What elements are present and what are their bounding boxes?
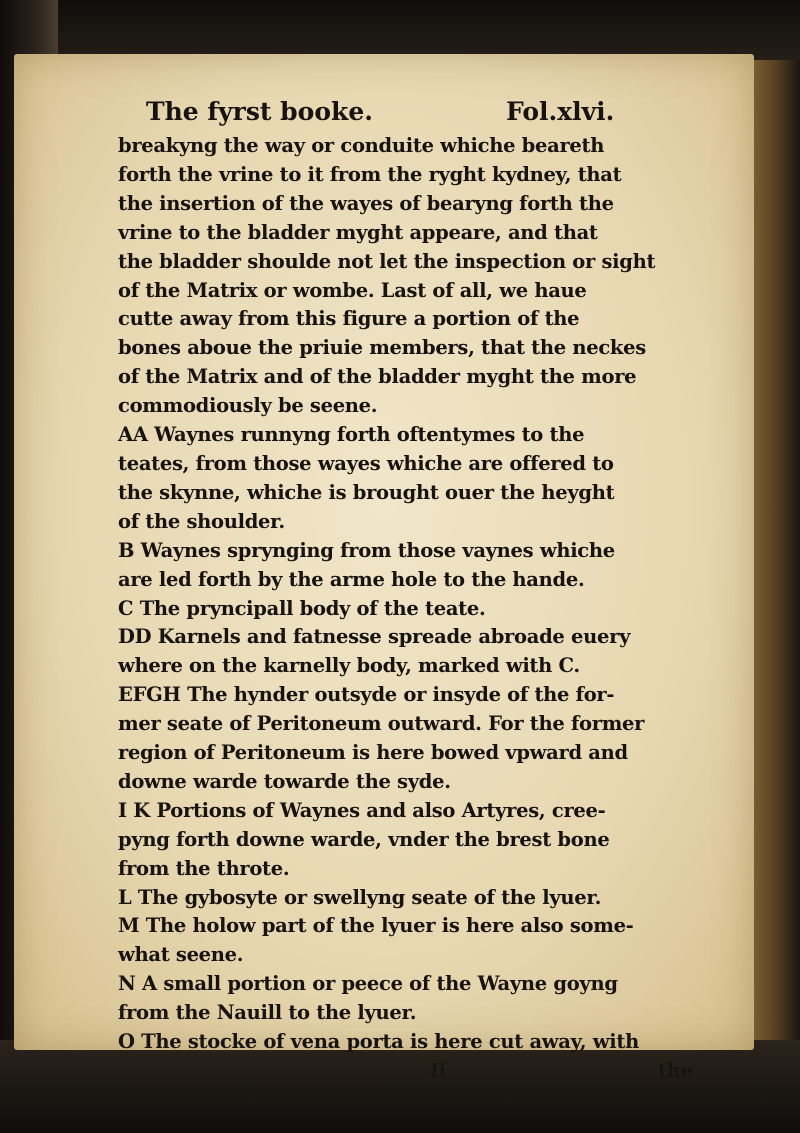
text-line: the skynne, whiche is brought ouer the heyght [118, 480, 615, 504]
text-line: region of Peritoneum is here bowed vpward and [118, 741, 628, 765]
text-line: downe warde towarde the syde. [118, 769, 451, 793]
text-line: are led forth by the arme hole to the hande. [118, 567, 585, 591]
legend-entry: C The pryncipall body of the teate. [118, 596, 486, 620]
text-line: what seene. [118, 943, 244, 967]
text-line: commodiously be seene. [118, 394, 378, 418]
legend-entry: M The holow part of the lyuer is here also some- [118, 914, 634, 938]
text-line: bones aboue the priuie members, that the neckes [118, 336, 646, 360]
text-line: cutte away from this figure a portion of the [118, 307, 580, 331]
legend-entry: N A small portion or peece of the Wayne goyng [118, 972, 618, 996]
running-title: The fyrst booke. [146, 97, 373, 126]
page-text-block [118, 92, 718, 1087]
text-line: teates, from those wayes whiche are offered to [118, 451, 614, 475]
text-line: the bladder shoulde not let the inspection or sight [118, 249, 656, 273]
legend-entry: AA Waynes runnyng forth oftentymes to the [118, 423, 585, 447]
legend-entry: B Waynes sprynging from those vaynes whiche [118, 538, 615, 562]
text-line: the insertion of the wayes of bearyng forth the [118, 191, 614, 215]
text-line: mer seate of Peritoneum outward. For the former [118, 712, 645, 736]
text-line: breakyng the way or conduite whiche beareth [118, 134, 605, 157]
running-header [118, 92, 678, 132]
text-line: of the Matrix or wombe. Last of all, we haue [118, 278, 587, 302]
page-footer [118, 1057, 718, 1087]
text-line: vrine to the bladder myght appeare, and that [118, 220, 598, 244]
scan-background-top [0, 0, 800, 60]
legend-entry: DD Karnels and fatnesse spreade abroade euery [118, 625, 631, 649]
legend-entry: O The stocke of vena porta is here cut away, with [118, 1030, 639, 1054]
signature-mark: Ii [430, 1060, 447, 1082]
text-line: of the shoulder. [118, 509, 285, 533]
catchword: the [658, 1060, 693, 1082]
legend-entry: EFGH The hynder outsyde or insyde of the for- [118, 683, 615, 707]
text-line: from the Nauill to the lyuer. [118, 1001, 417, 1025]
legend-entry: I K Portions of Waynes and also Artyres, cree- [118, 798, 606, 822]
text-line: where on the karnelly body, marked with C. [118, 654, 580, 678]
text-line: from the throte. [118, 856, 290, 880]
folio-number: Fol.xlvi. [506, 97, 615, 126]
text-line: pyng forth downe warde, vnder the brest bone [118, 827, 610, 851]
text-line: forth the vrine to it from the ryght kydney, that [118, 162, 622, 186]
text-line: of the Matrix and of the bladder myght the more [118, 365, 637, 389]
body-text [118, 132, 718, 1057]
legend-entry: L The gybosyte or swellyng seate of the lyuer. [118, 885, 602, 909]
